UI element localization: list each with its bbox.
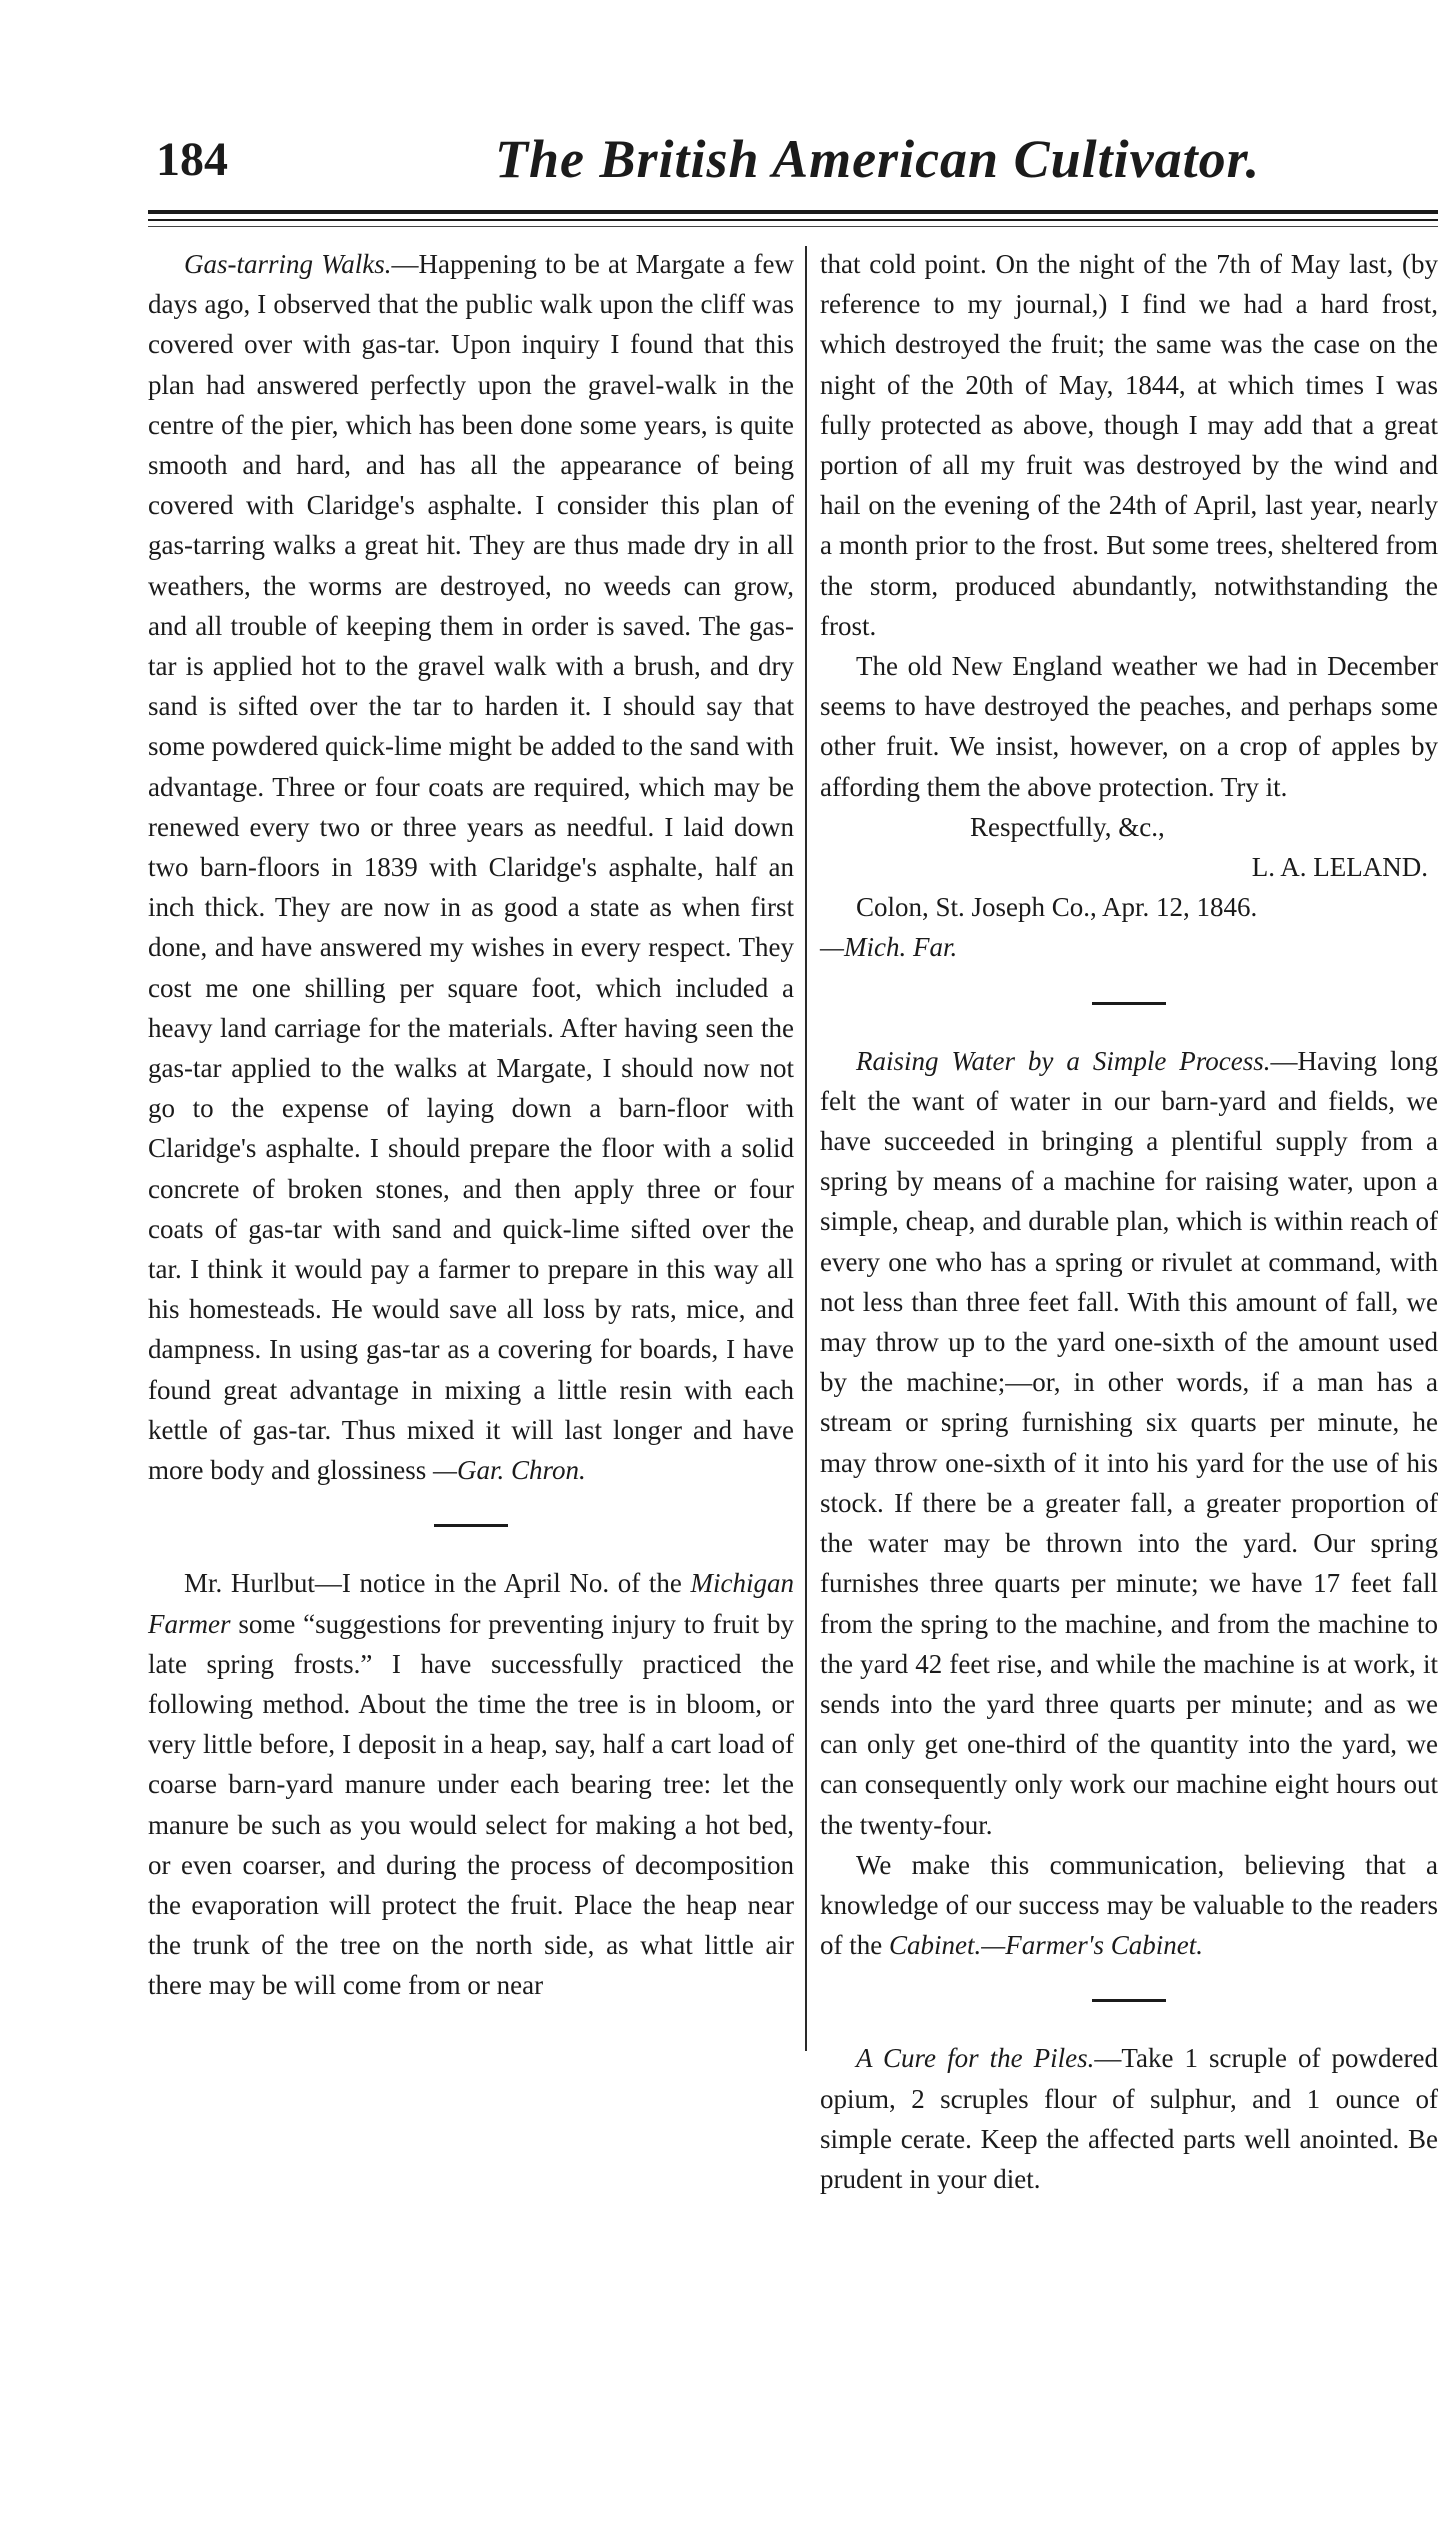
letter-continued-paragraph: that cold point. On the night of the 7th of May last, (by reference to my journal,) I find we had a hard frost, which destroyed the fruit; the same was the case on the night of the 20th of May, 1844, at which times I was fully protected as above, though I may add that a great portion of all my fruit was destroyed by the wind and hail on the evening of the 24th of April, last year, nearly a month prior to the frost. But some trees, sheltered from the storm, produced abundantly, notwithstanding the frost.: [820, 249, 1438, 641]
article-source: —Farmer's Cabinet.: [981, 1930, 1204, 1961]
column-divider: [805, 246, 807, 2051]
article-source: —Gar. Chron.: [432, 1455, 586, 1486]
article-separator: [434, 1524, 508, 1527]
article-gas-tarring-walks: [148, 244, 794, 1490]
article-cure-piles: [820, 2038, 1438, 2199]
header-rule-thin: [148, 219, 1438, 221]
article-body: —Take 1 scruple of powdered opium, 2 scruples flour of sulphur, and 1 ounce of simple cerate. Keep the affected parts well anointed. Be prudent in your diet.: [820, 2043, 1438, 2194]
page-header: [150, 128, 1435, 208]
header-rule-thick: [148, 210, 1438, 214]
article-separator: [1092, 1999, 1166, 2002]
letter-body: some “suggestions for preventing injury to fruit by late spring frosts.” I have successfully practiced the following method. About the time the tree is in bloom, or very little before, I deposit in a heap, say, half a cart load of coarse barn-yard manure under each bearing tree: let the manure be such as you would select for making a hot bed, or even coarser, and during the process of decomposition the evaporation will protect the fruit. Place the heap near the trunk of the tree on the north side, as what little air there may be will come from or near: [148, 1608, 794, 2001]
page-number: 184: [156, 133, 228, 186]
letter-salutation: Mr. Hurlbut—I notice in the April No. of the: [184, 1568, 691, 1599]
running-title: The British American Cultivator.: [495, 129, 1261, 189]
article-separator: [1092, 1002, 1166, 1005]
publication-name: Cabinet.: [888, 1930, 982, 1961]
header-rule-hairline: [148, 226, 1438, 227]
article-heading: Raising Water by a Simple Process.: [856, 1045, 1271, 1076]
article-paragraph: [820, 1845, 1438, 1966]
article-body: —Happening to be at Margate a few days ago, I observed that the public walk upon the cliff was covered over with gas-tar. Upon inquiry I found that this plan had answered perfectly upon the gravel-walk in the centre of the pier, which has been done some years, is quite smooth and hard, and has all the appearance of being covered with Claridge's asphalte. I consider this plan of gas-tarring walks a great hit. They are thus made dry in all weathers, the worms are destroyed, no weeds can grow, and all trouble of keeping them in order is saved. The gas-tar is applied hot to the gravel walk with a brush, and dry sand is sifted over the tar to harden it. I should say that some powdered quick-lime might be added to the sand with advantage. Three or four coats are required, which may be renewed every two or three years as needful. I laid down two barn-floors in 1839 with Claridge's asphalte, half an inch thick. They are now in as good a state as when first done, and have answered my wishes in every respect. They cost me one shilling per square foot, which included a heavy land carriage for the materials. After having seen the gas-tar applied to the walks at Margate, I should now not go to the expense of laying down a barn-floor with Claridge's asphalte. I should prepare the floor with a solid concrete of broken stones, and then apply three or four coats of gas-tar with sand and quick-lime sifted over the tar. I think it would pay a farmer to prepare in this way all his homesteads. He would save all loss by rats, mice, and dampness. In using gas-tar as a covering for boards, I have found great advantage in mixing a little resin with each kettle of gas-tar. Thus mixed it will last longer and have more body and glossiness: [148, 249, 794, 1486]
article-heading: A Cure for the Piles.: [856, 2043, 1095, 2074]
letter-signature: L. A. LELAND.: [1251, 852, 1428, 883]
letter-paragraph: The old New England weather we had in December seems to have destroyed the peaches, and perhaps some other fruit. We insist, however, on a crop of apples by affording them the above protection. Try it.: [820, 651, 1438, 802]
left-column: [148, 244, 794, 2006]
article-raising-water: [820, 1041, 1438, 1845]
letter-dateline: Colon, St. Joseph Co., Apr. 12, 1846.: [856, 892, 1258, 923]
article-source: —Mich. Far.: [820, 932, 958, 963]
publication-name: Michigan Farmer: [148, 1568, 794, 1639]
article-body: We make this communication, believing that a knowledge of our success may be valuable to the readers of the: [820, 1849, 1438, 1961]
article-body: —Having long felt the want of water in our barn-yard and fields, we have succeeded in bringing a plentiful supply from a spring by means of a machine for raising water, upon a simple, cheap, and durable plan, which is within reach of every one who has a spring or rivulet at command, with not less than three feet fall. With this amount of fall, we may throw up to the yard one-sixth of the amount used by the machine;—or, in other words, if a man has a stream or spring furnishing six quarts per minute, he may throw one-sixth of it into his yard for the use of his stock. If there be a greater fall, a greater proportion of the water may be thrown into the yard. Our spring furnishes three quarts per minute; we have 17 feet fall from the spring to the machine, and from the machine to the yard 42 feet rise, and while the machine is at work, it sends into the yard three quarts per minute; and as we can only get one-third of the quantity into the yard, we can consequently only work our machine eight hours out the twenty-four.: [820, 1045, 1438, 1840]
letter-closing: Respectfully, &c.,: [970, 811, 1165, 842]
article-hurlbut-letter: [148, 1563, 794, 2005]
article-heading: Gas-tarring Walks.: [184, 249, 392, 279]
right-column: [820, 244, 1438, 2199]
